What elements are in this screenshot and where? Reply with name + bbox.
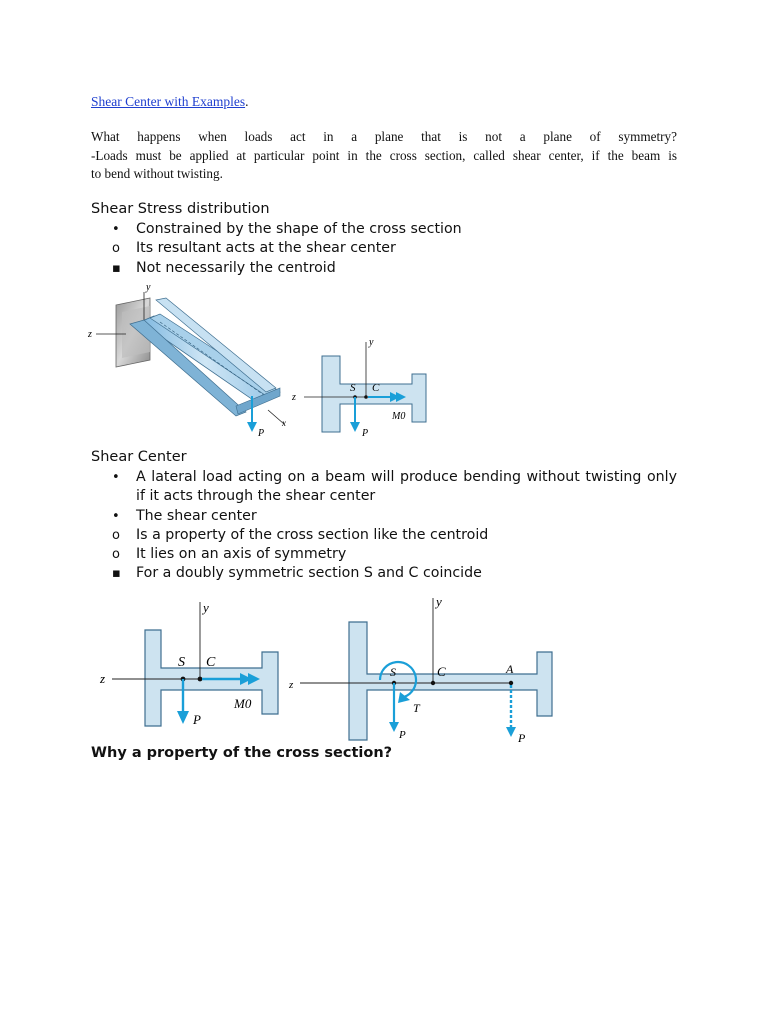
title — [91, 94, 248, 110]
intro-line-2: -Loads must be applied at particular point in the cross section, called shear center, if the beam is — [91, 148, 677, 163]
channel-beam — [130, 298, 280, 416]
axis-label-x: x — [282, 418, 286, 428]
list-item — [91, 220, 677, 239]
centroid-label: C — [372, 382, 380, 394]
torque-label-t: T — [413, 701, 420, 715]
point-label-a: A — [506, 662, 514, 676]
list-marker: • — [112, 222, 120, 237]
shear-center-label-left: S — [178, 655, 185, 670]
list-item — [91, 564, 677, 583]
list-item — [91, 468, 677, 507]
shear-center-list — [91, 468, 677, 584]
list-marker: • — [112, 470, 120, 485]
list-item — [91, 545, 677, 564]
list-item-text: It lies on an axis of symmetry — [136, 546, 347, 563]
load-label-p: P — [258, 428, 265, 439]
axis-label-y: y — [146, 282, 151, 293]
title-link[interactable]: Shear Center with Examples — [91, 94, 246, 109]
list-item-text: Not necessarily the centroid — [136, 259, 336, 276]
moment-label-m0-left: M0 — [234, 696, 252, 711]
list-marker: ▪ — [112, 566, 121, 582]
load-label-p-left: P — [193, 712, 201, 727]
figure-cross-sections — [90, 592, 570, 748]
section-axis-label-y: y — [369, 337, 374, 348]
section-heading-why-property: Why a property of the cross section? — [91, 745, 393, 761]
list-item-text: Its resultant acts at the shear center — [136, 240, 396, 257]
shear-stress-list — [91, 220, 677, 278]
load-label-p-a: P — [518, 731, 526, 745]
list-marker: • — [112, 508, 120, 524]
axis-label-z-left: z — [100, 671, 106, 686]
section-heading-shear-stress: Shear Stress distribution — [91, 201, 270, 217]
list-item-text: The shear center — [136, 507, 257, 524]
list-item — [91, 259, 677, 278]
section-axis-label-z: z — [292, 392, 296, 403]
centroid-label-left: C — [206, 655, 216, 670]
list-item — [91, 239, 677, 258]
figure-channel-beam — [80, 278, 450, 446]
list-marker: o — [112, 527, 120, 543]
axis-label-z: z — [88, 329, 92, 340]
centroid-label-right: C — [437, 664, 446, 679]
list-item — [91, 507, 677, 526]
list-item-text: Constrained by the shape of the cross section — [136, 221, 462, 237]
list-item-text: A lateral load acting on a beam will produce bending without twisting only if it acts through the shear center — [136, 469, 677, 505]
axis-label-z-right: z — [289, 679, 294, 691]
list-item-text: Is a property of the cross section like the centroid — [136, 526, 489, 543]
moment-label-m0: M0 — [392, 411, 406, 422]
title-period: . — [245, 94, 249, 109]
list-marker: ▪ — [112, 260, 121, 276]
axis-label-y-left: y — [203, 600, 209, 615]
intro-line-1: What happens when loads act in a plane that is not a plane of symmetry? — [91, 129, 677, 144]
list-marker: o — [112, 547, 120, 563]
section-heading-shear-center: Shear Center — [91, 449, 187, 465]
axis-label-y-right: y — [436, 594, 442, 609]
list-item — [91, 526, 677, 545]
list-marker: o — [112, 241, 120, 257]
load-label-p-right: P — [399, 729, 406, 741]
shear-center-label: S — [350, 382, 356, 394]
channel-cross-section — [322, 356, 426, 432]
intro-line-3: to bend without twisting. — [91, 166, 223, 181]
shear-center-label-right: S — [390, 665, 396, 679]
channel-cross-section-right — [349, 622, 552, 740]
section-load-label-p: P — [362, 428, 369, 439]
list-item-text: For a doubly symmetric section S and C coincide — [136, 565, 482, 582]
